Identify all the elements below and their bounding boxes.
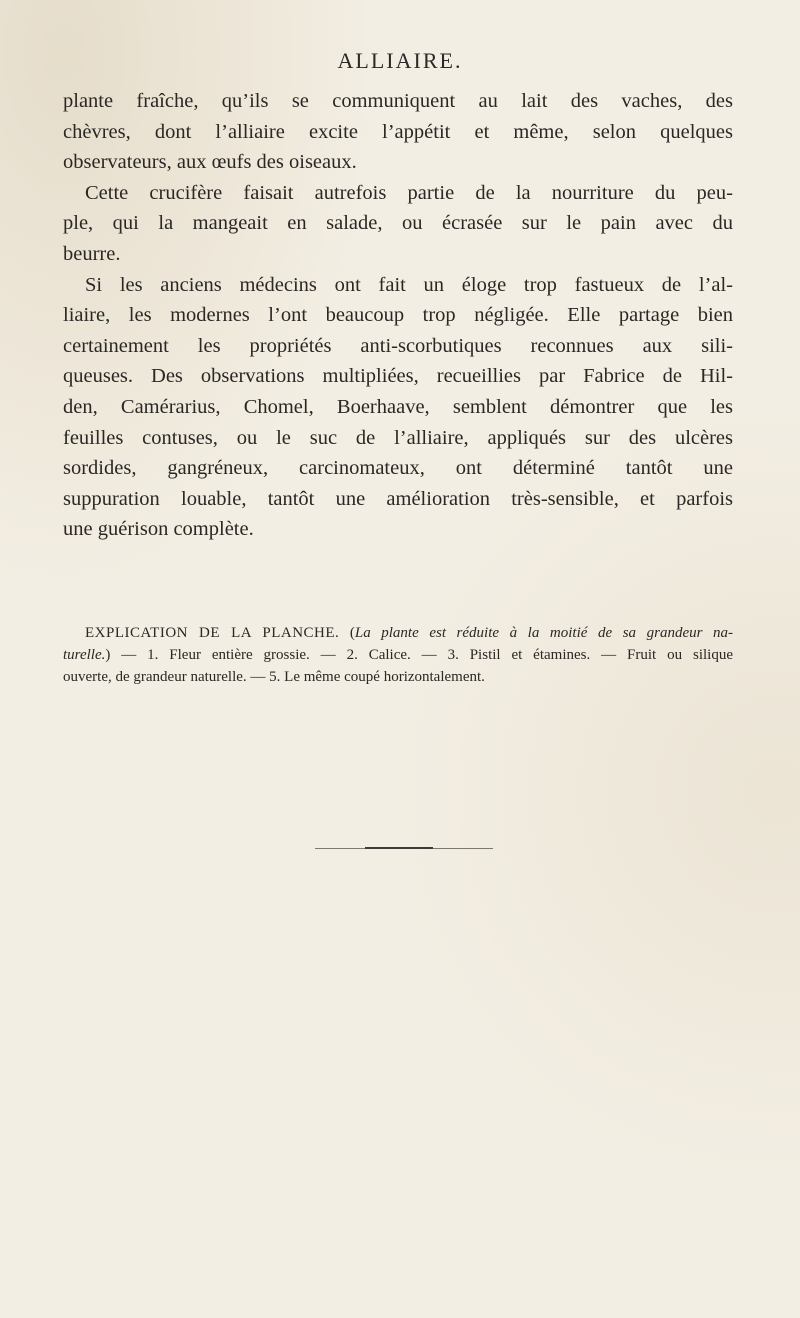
text-line: certainement les propriétés anti-scorbutiques reconnues aux sili- bbox=[63, 334, 733, 357]
text-line: liaire, les modernes l’ont beaucoup trop négligée. Elle partage bien bbox=[63, 304, 733, 327]
explanation-paren: ( bbox=[349, 625, 355, 641]
text-line: beurre. bbox=[63, 242, 121, 265]
paragraph-continued bbox=[63, 300, 733, 545]
decorative-rule-center bbox=[365, 847, 433, 849]
text-line: Cette crucifère faisait autrefois partie de la nourriture du peu- bbox=[85, 181, 733, 204]
text-line: ple, qui la mangeait en salade, ou écrasée sur le pain avec du bbox=[63, 212, 733, 235]
explanation-line bbox=[63, 622, 733, 644]
paragraph bbox=[63, 270, 733, 301]
explanation-line: ouverte, de grandeur naturelle. — 5. Le même coupé horizontalement. bbox=[63, 669, 485, 685]
text-line: feuilles contuses, ou le suc de l’alliaire, appliqués sur des ulcères bbox=[63, 426, 733, 449]
explanation-line bbox=[63, 644, 733, 666]
text-line: den, Camérarius, Chomel, Boerhaave, semblent démontrer que les bbox=[63, 395, 733, 418]
explanation-heading: EXPLICATION DE LA PLANCHE. bbox=[85, 625, 340, 641]
text-line: queuses. Des observations multipliées, recueillies par Fabrice de Hil- bbox=[63, 365, 733, 388]
paragraph bbox=[63, 178, 733, 209]
paragraph-continued bbox=[63, 208, 733, 269]
plate-explanation bbox=[63, 622, 733, 688]
running-head: ALLIAIRE. bbox=[337, 48, 463, 73]
text-line: suppuration louable, tantôt une amélioration très-sensible, et parfois bbox=[63, 487, 733, 510]
body-text bbox=[63, 86, 733, 545]
text-line: observateurs, aux œufs des oiseaux. bbox=[63, 151, 357, 174]
text-line: Si les anciens médecins ont fait un éloge trop fastueux de l’al- bbox=[85, 273, 733, 296]
paragraph bbox=[63, 86, 733, 178]
text-line: chèvres, dont l’alliaire excite l’appétit et même, selon quelques bbox=[63, 120, 733, 143]
explanation-italic-note: La plante est réduite à la moitié de sa grandeur na- bbox=[354, 625, 734, 641]
text-line: sordides, gangréneux, carcinomateux, ont déterminé tantôt une bbox=[63, 457, 733, 480]
text-line: plante fraîche, qu’ils se communiquent au lait des vaches, des bbox=[63, 90, 733, 112]
text-line: une guérison complète. bbox=[63, 518, 254, 541]
explanation-items: ) — 1. Fleur entière grossie. — 2. Calice. — 3. Pistil et étamines. — Fruit ou silique bbox=[105, 647, 733, 663]
explanation-italic-continued: turelle. bbox=[63, 647, 106, 663]
